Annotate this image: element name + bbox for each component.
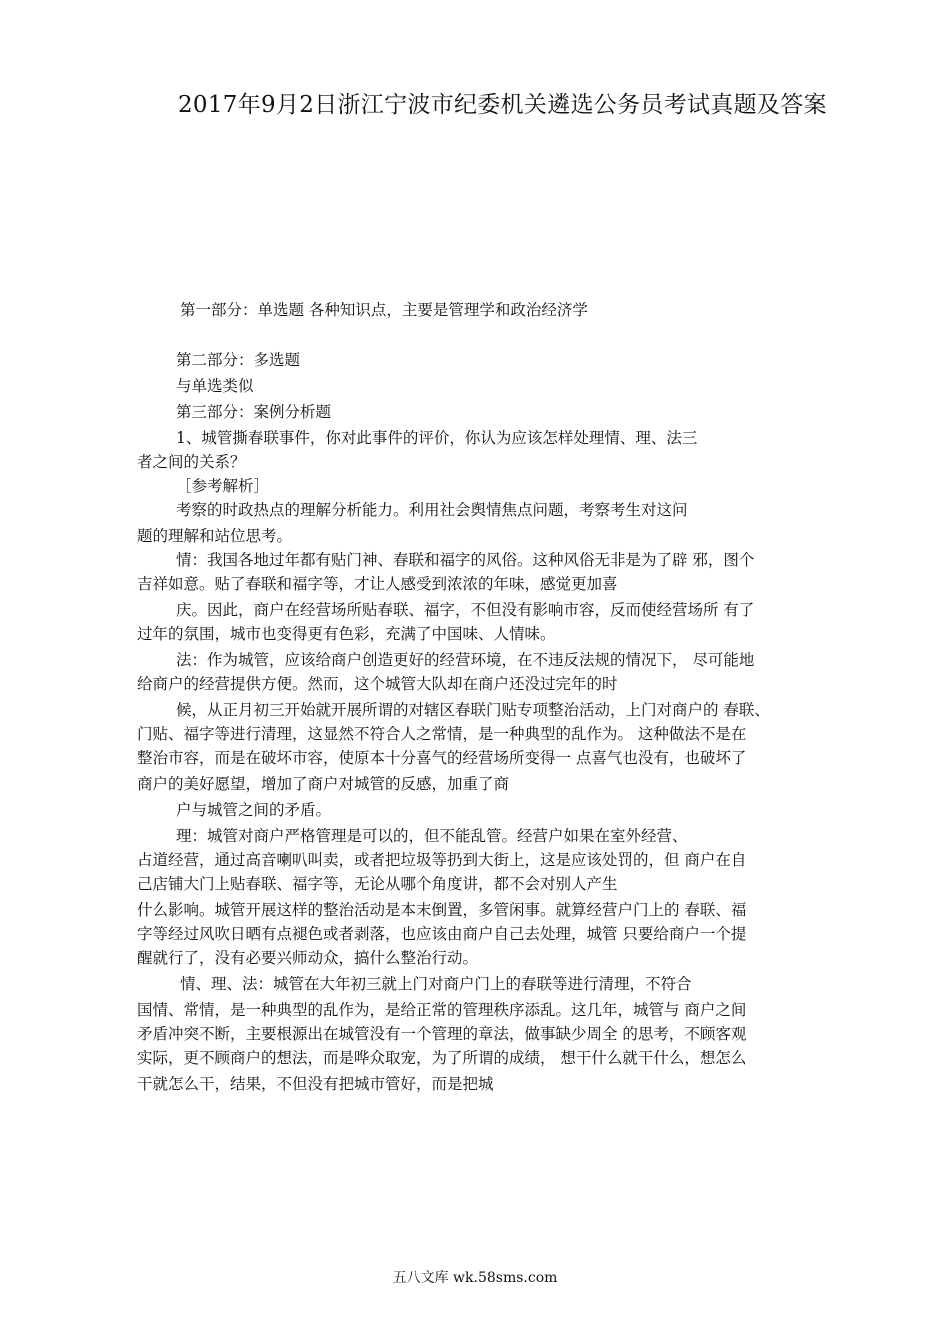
text-line: 法：作为城管，应该给商户创造更好的经营环境，在不违反法规的情况下， 尽可能地: [176, 651, 755, 669]
text-line: 国情、常情，是一种典型的乱作为，是给正常的管理秩序添乱。这几年，城管与 商户之间: [137, 1001, 747, 1019]
text-line: 字等经过风吹日晒有点褪色或者剥落，也应该由商户自己去处理，城管 只要给商户一个提: [137, 925, 747, 943]
text-line: 庆。因此，商户在经营场所贴春联、福字，不但没有影响市容，反而使经营场所 有了: [176, 601, 755, 619]
text-line: 占道经营，通过高音喇叭叫卖，或者把垃圾等扔到大街上，这是应该处罚的，但 商户在自: [137, 851, 747, 869]
text-line: 考察的时政热点的理解分析能力。利用社会舆情焦点问题，考察考生对这问: [176, 501, 688, 519]
text-line: 1、城管撕春联事件，你对此事件的评价，你认为应该怎样处理情、理、法三: [176, 429, 698, 447]
text-line: 与单选类似: [176, 377, 254, 395]
text-line: 户与城管之间的矛盾。: [176, 801, 332, 819]
text-line: 情：我国各地过年都有贴门神、春联和福字的风俗。这种风俗无非是为了辟 邪，图个: [176, 551, 755, 569]
text-line: 第三部分：案例分析题: [176, 403, 332, 421]
text-line: 商户的美好愿望，增加了商户对城管的反感，加重了商: [137, 775, 510, 793]
text-line: 整治市容，而是在破坏市容，使原本十分喜气的经营场所变得一 点喜气也没有，也破坏了: [137, 749, 747, 767]
text-line: 矛盾冲突不断，主要根源出在城管没有一个管理的章法，做事缺少周全 的思考，不顾客观: [137, 1025, 747, 1043]
text-line: 题的理解和站位思考。: [137, 527, 293, 545]
text-line: 者之间的关系？: [137, 453, 246, 471]
text-line: 第二部分：多选题: [176, 351, 301, 369]
page-footer: 五八文库 wk.58sms.com: [392, 1270, 558, 1286]
text-line: 吉祥如意。贴了春联和福字等，才让人感受到浓浓的年味，感觉更加喜: [137, 575, 618, 593]
text-line: 醒就行了，没有必要兴师动众，搞什么整治行动。: [137, 949, 479, 967]
document-title: 2017年9月2日浙江宁波市纪委机关遴选公务员考试真题及答案: [178, 92, 827, 118]
text-line: 情、理、法：城管在大年初三就上门对商户门上的春联等进行清理，不符合: [180, 975, 692, 993]
text-line: 给商户的经营提供方便。然而，这个城管大队却在商户还没过完年的时: [137, 675, 618, 693]
text-line: 干就怎么干，结果，不但没有把城市管好，而是把城: [137, 1075, 494, 1093]
text-line: 过年的氛围，城市也变得更有色彩，充满了中国味、人情味。: [137, 625, 556, 643]
text-line: 理：城管对商户严格管理是可以的，但不能乱管。经营户如果在室外经营、: [176, 827, 688, 845]
text-line: 第一部分：单选题 各种知识点，主要是管理学和政治经济学: [180, 301, 588, 319]
text-line: 候，从正月初三开始就开展所谓的对辖区春联门贴专项整治活动，上门对商户的 春联、: [176, 701, 770, 719]
text-line: 什么影响。城管开展这样的整治活动是本末倒置，多管闲事。就算经营户门上的 春联、福: [137, 901, 747, 919]
text-line: 己店铺大门上贴春联、福字等，无论从哪个角度讲，都不会对别人产生: [137, 875, 618, 893]
text-line: ［参考解析］: [176, 477, 270, 495]
text-line: 实际，更不顾商户的想法，而是哗众取宠，为了所谓的成绩， 想干什么就干什么，想怎么: [137, 1049, 747, 1067]
text-line: 门贴、福字等进行清理，这显然不符合人之常情，是一种典型的乱作为。 这种做法不是在: [137, 725, 747, 743]
